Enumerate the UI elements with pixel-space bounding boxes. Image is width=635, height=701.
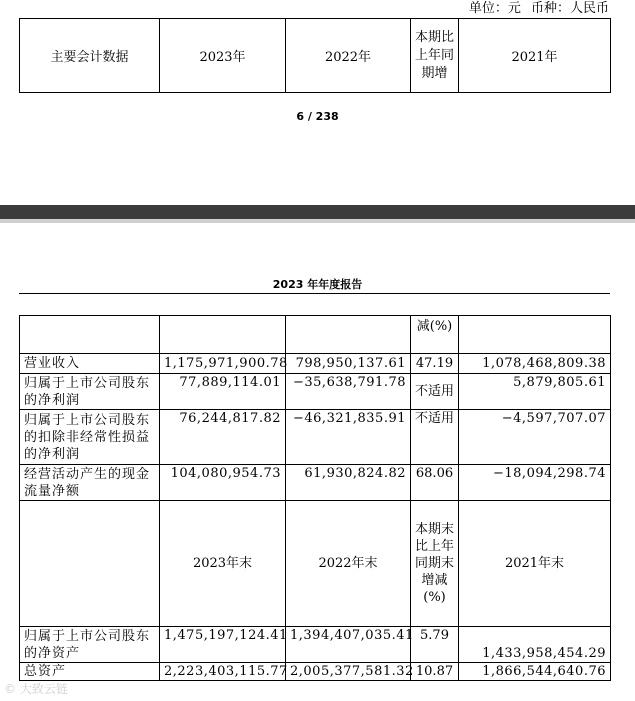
value-2022: 61,930,824.82 — [286, 465, 411, 501]
unit-label: 单位：元 — [468, 1, 521, 16]
value-2021: 1,866,544,640.76 — [459, 663, 611, 681]
table-row — [20, 627, 611, 663]
continued-header-empty — [286, 316, 411, 354]
value-2022: 2,005,377,581.32 — [286, 663, 411, 681]
value-2022: 798,950,137.61 — [286, 354, 411, 374]
period-header-2023: 2023年末 — [160, 501, 286, 627]
table-row — [20, 354, 611, 374]
value-2023: 76,244,817.82 — [160, 410, 286, 465]
continued-header-empty — [20, 316, 160, 354]
value-2021: 1,433,958,454.29 — [459, 627, 611, 663]
value-change: 10.87 — [411, 663, 459, 681]
page-separator-shadow — [0, 219, 635, 223]
period-header-2022: 2022年末 — [286, 501, 411, 627]
watermark: © 大致云链 — [4, 682, 68, 696]
value-2021: 1,078,468,809.38 — [459, 354, 611, 374]
value-2023: 1,475,197,124.41 — [160, 627, 286, 663]
page-number: 6 / 238 — [296, 110, 339, 123]
period-header-change: 本期末比上年同期末增减(%) — [411, 501, 459, 627]
value-change: 68.06 — [411, 465, 459, 501]
report-title: 2023 年年度报告 — [272, 278, 363, 291]
value-change: 5.79 — [411, 627, 459, 663]
value-2021: −18,094,298.74 — [459, 465, 611, 501]
value-2023: 77,889,114.01 — [160, 374, 286, 410]
continued-header-empty — [459, 316, 611, 354]
continued-header-change: 减(%) — [411, 316, 459, 354]
row-label: 归属于上市公司股东的净利润 — [20, 374, 160, 410]
value-2023: 104,080,954.73 — [160, 465, 286, 501]
table-row — [20, 663, 611, 681]
table-row — [20, 465, 611, 501]
header-col-change: 本期比上年同期增 — [411, 19, 459, 93]
value-change: 47.19 — [411, 354, 459, 374]
currency-label: 币种：人民币 — [530, 1, 609, 16]
header-col-label: 主要会计数据 — [20, 19, 160, 93]
period-header-2021: 2021年末 — [459, 501, 611, 627]
continued-header-empty — [160, 316, 286, 354]
value-2022: 1,394,407,035.41 — [286, 627, 411, 663]
value-2021: 5,879,805.61 — [459, 374, 611, 410]
value-2022: −35,638,791.78 — [286, 374, 411, 410]
value-2021: −4,597,707.07 — [459, 410, 611, 465]
value-2023: 2,223,403,115.77 — [160, 663, 286, 681]
period-header-empty — [20, 501, 160, 627]
value-change: 不适用 — [411, 374, 459, 410]
table-row — [20, 410, 611, 465]
report-title-rule — [19, 293, 610, 294]
row-label: 营业收入 — [20, 354, 160, 374]
financial-data-table — [19, 315, 611, 681]
row-label: 总资产 — [20, 663, 160, 681]
header-table — [19, 18, 611, 93]
row-label: 归属于上市公司股东的扣除非经常性损益的净利润 — [20, 410, 160, 465]
row-label: 经营活动产生的现金流量净额 — [20, 465, 160, 501]
value-2022: −46,321,835.91 — [286, 410, 411, 465]
value-2023: 1,175,971,900.78 — [160, 354, 286, 374]
header-col-2023: 2023年 — [160, 19, 286, 93]
unit-line — [463, 1, 609, 17]
header-col-2022: 2022年 — [286, 19, 411, 93]
row-label: 归属于上市公司股东的净资产 — [20, 627, 160, 663]
table-row — [20, 374, 611, 410]
header-col-2021: 2021年 — [459, 19, 611, 93]
value-change: 不适用 — [411, 410, 459, 465]
page-separator — [0, 205, 635, 219]
period-end-header — [20, 501, 611, 627]
